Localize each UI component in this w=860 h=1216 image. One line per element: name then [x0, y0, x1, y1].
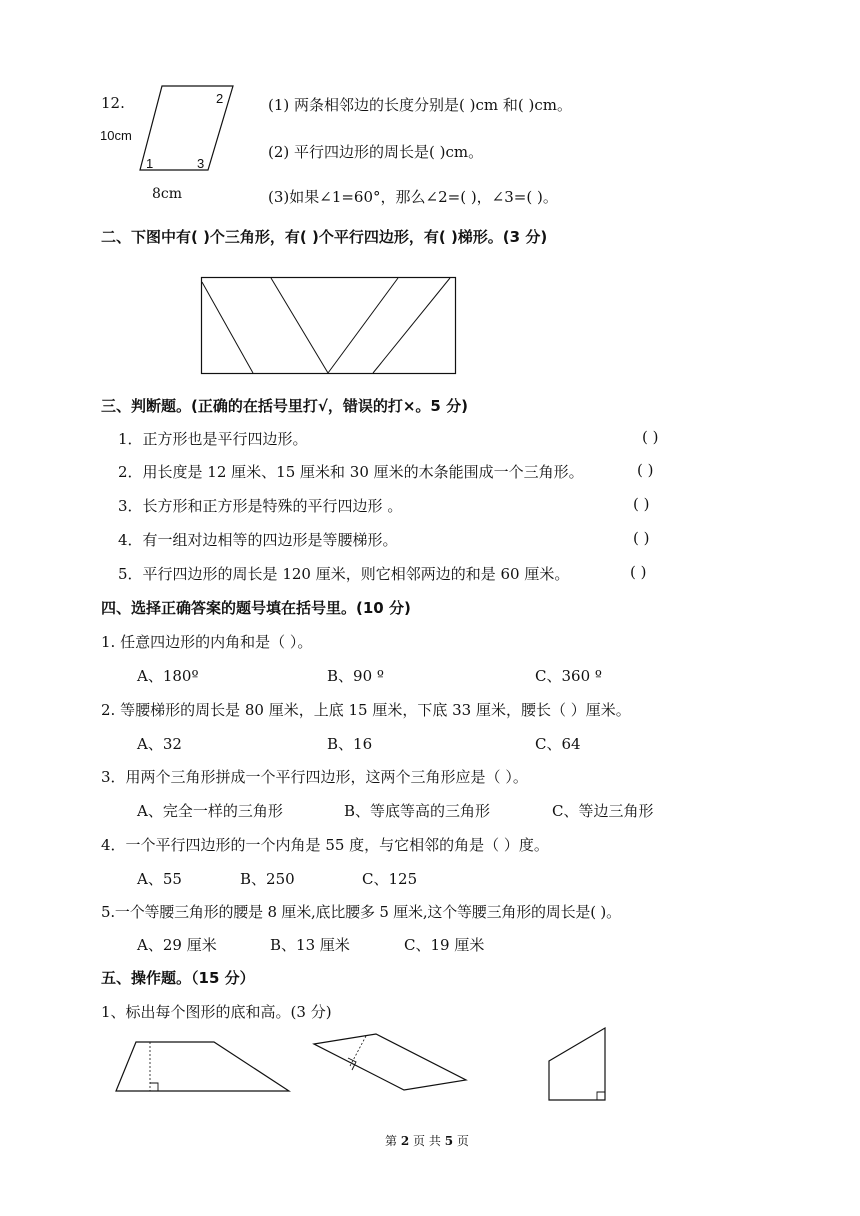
choice-option: C、等边三角形: [552, 802, 654, 820]
choice-question-1: 1. 任意四边形的内角和是（ ）。: [101, 633, 313, 651]
choice-option: B、等底等高的三角形: [344, 802, 491, 820]
judge-bracket-1: ( ): [642, 428, 659, 446]
section-3-heading: 三、判断题。(正确的在括号里打√，错误的打×。5 分): [101, 397, 468, 415]
q12-line-3: (3)如果∠1=60°，那么∠2=( )，∠3=( )。: [268, 188, 558, 206]
choice-option: B、16: [327, 735, 373, 753]
judge-bracket-3: ( ): [633, 495, 650, 513]
choice-option: B、250: [240, 870, 295, 888]
judge-item-1: 1．正方形也是平行四边形。: [118, 430, 308, 448]
choice-question-2: 2. 等腰梯形的周长是 80 厘米，上底 15 厘米，下底 33 厘米，腰长（ ）厘米。: [101, 701, 631, 719]
judge-item-3: 3．长方形和正方形是特殊的平行四边形 。: [118, 497, 403, 515]
judge-bracket-2: ( ): [637, 461, 654, 479]
footer-page-number: 2: [400, 1134, 410, 1148]
right-trapezoid-figure: [547, 1025, 613, 1105]
choice-option: A、完全一样的三角形: [137, 802, 283, 820]
question-number: 12.: [101, 94, 125, 112]
judge-item-2: 2．用长度是 12 厘米、15 厘米和 30 厘米的木条能围成一个三角形。: [118, 463, 584, 481]
section-5-heading: 五、操作题。（15 分）: [101, 969, 255, 987]
section-2-heading: 二、下图中有( )个三角形，有( )个平行四边形，有( )梯形。(3 分): [101, 228, 548, 246]
angle-label-2: 2: [216, 91, 224, 106]
footer-prefix: 第: [385, 1134, 398, 1148]
page-footer: [385, 1132, 469, 1149]
choice-option: A、32: [137, 735, 182, 753]
choice-option: C、360 º: [535, 667, 602, 685]
choice-question-5: 5.一个等腰三角形的腰是 8 厘米,底比腰多 5 厘米,这个等腰三角形的周长是( )。: [101, 903, 621, 921]
q12-line-2: (2) 平行四边形的周长是( )cm。: [268, 143, 484, 161]
judge-item-5: 5．平行四边形的周长是 120 厘米，则它相邻两边的和是 60 厘米。: [118, 565, 570, 583]
side-label-left: 10cm: [100, 128, 132, 143]
choice-option: C、64: [535, 735, 581, 753]
choice-option: B、13 厘米: [270, 936, 350, 954]
trapezoid-figure: [114, 1038, 294, 1098]
choice-option: A、55: [137, 870, 182, 888]
choice-question-4: 4．一个平行四边形的一个内角是 55 度，与它相邻的角是（ ）度。: [101, 836, 549, 854]
choice-option: A、29 厘米: [137, 936, 217, 954]
angle-label-3: 3: [197, 156, 205, 171]
operation-question-1: 1、标出每个图形的底和高。(3 分): [101, 1003, 332, 1021]
footer-suffix: 页: [456, 1134, 469, 1148]
section-4-heading: 四、选择正确答案的题号填在括号里。(10 分): [101, 599, 411, 617]
parallelogram-figure: [140, 82, 240, 172]
judge-bracket-5: ( ): [630, 563, 647, 581]
footer-mid: 页 共: [413, 1134, 441, 1148]
footer-total-pages: 5: [444, 1134, 454, 1148]
choice-option: B、90 º: [327, 667, 384, 685]
judge-item-4: 4．有一组对边相等的四边形是等腰梯形。: [118, 531, 398, 549]
angle-label-1: 1: [146, 156, 154, 171]
rectangle-with-lines-figure: [201, 277, 457, 375]
rhombus-figure: [312, 1032, 472, 1092]
judge-bracket-4: ( ): [633, 529, 650, 547]
choice-question-3: 3．用两个三角形拼成一个平行四边形，这两个三角形应是（ ）。: [101, 768, 528, 786]
choice-option: C、125: [362, 870, 418, 888]
choice-option: C、19 厘米: [404, 936, 485, 954]
side-label-bottom: 8cm: [152, 186, 183, 202]
q12-line-1: (1) 两条相邻边的长度分别是( )cm 和( )cm。: [268, 96, 572, 114]
choice-option: A、180º: [137, 667, 199, 685]
